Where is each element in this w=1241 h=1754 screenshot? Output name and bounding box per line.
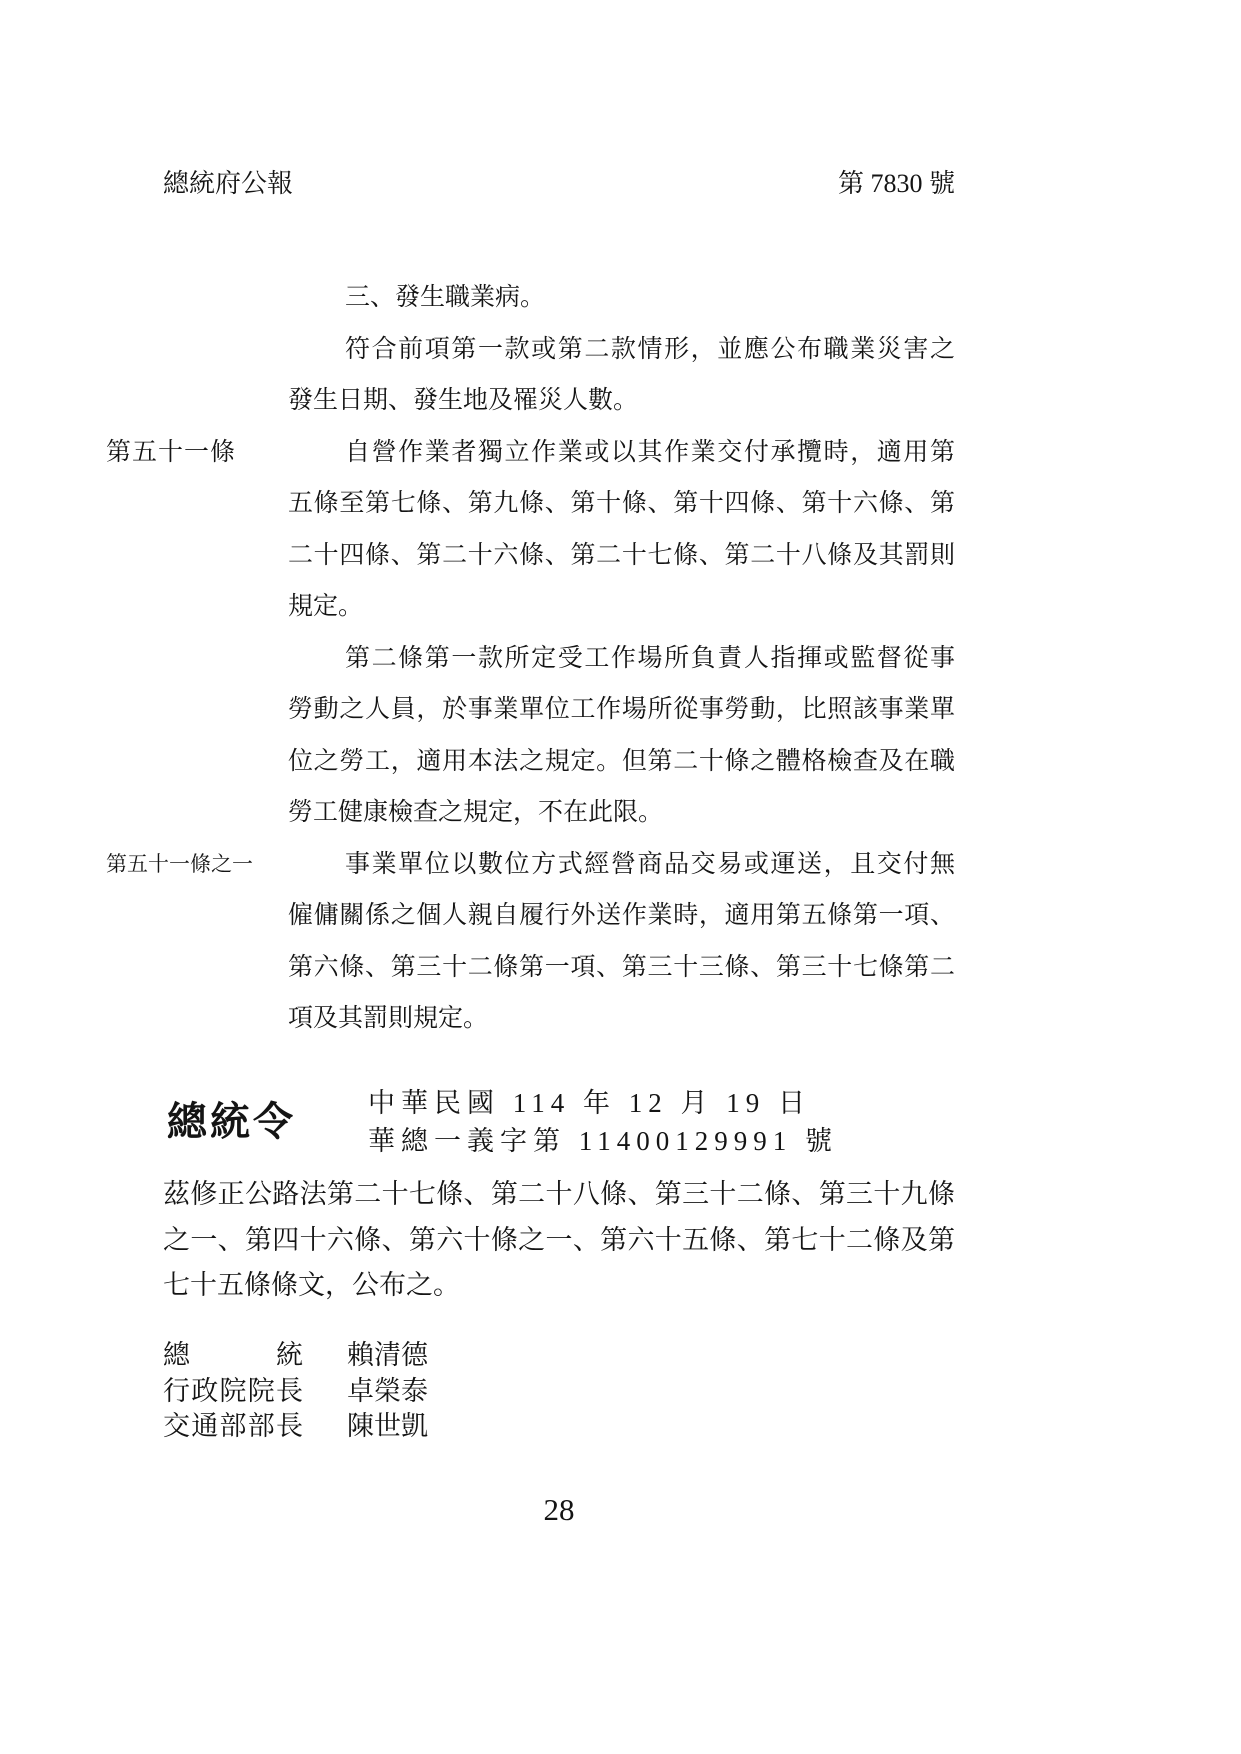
signature-title: 交通部部長 [163,1411,303,1441]
body-line: 規定。 [288,593,364,620]
body-line: 項及其罰則規定。 [288,1005,489,1032]
article-body [106,272,955,1045]
decree-line: 七十五條條文，公布之。 [163,1270,460,1300]
signature-block [163,1338,428,1445]
body-line [106,839,955,891]
gazette-title: 總統府公報 [163,169,294,198]
body-line: 符合前項第一款或第二款情形，並應公布職業災害之 [345,335,955,363]
signature-title: 總統 [163,1340,303,1370]
order-reference-line: 華總一義字第 11400129991 號 [368,1126,838,1156]
body-line: 勞工健康檢查之規定，不在此限。 [288,799,664,826]
body-line: 位之勞工，適用本法之規定。但第二十條之體格檢查及在職 [288,747,955,775]
article-number: 第五十一條之一 [106,851,253,876]
page-header [163,168,955,200]
order-date-block [368,1084,838,1160]
body-line: 僱傭關係之個人親自履行外送作業時，適用第五條第一項、 [288,902,955,929]
decree-line: 茲修正公路法第二十七條、第二十八條、第三十二條、第三十九條 [163,1179,955,1209]
signature-row [163,1374,428,1410]
signature-name: 賴清德 [347,1340,428,1370]
signature-row [163,1409,428,1445]
body-line: 第六條、第三十二條第一項、第三十三條、第三十七條第二 [288,953,955,981]
issue-number: 第 7830 號 [837,169,955,198]
signature-name: 陳世凱 [347,1411,428,1441]
body-line [106,427,955,479]
presidential-order-heading: 總統令 [167,1099,296,1144]
body-line: 二十四條、第二十六條、第二十七條、第二十八條及其罰則 [288,541,955,569]
body-line-text: 自營作業者獨立作業或以其作業交付承攬時，適用第 [345,438,955,466]
body-line-text: 事業單位以數位方式經營商品交易或運送，且交付無 [345,850,955,878]
page-number: 28 [543,1492,575,1527]
body-line: 勞動之人員，於事業單位工作場所從事勞動，比照該事業單 [288,696,955,723]
decree-paragraph [163,1172,955,1309]
body-line: 第二條第一款所定受工作場所負責人指揮或監督從事 [345,644,955,672]
decree-line: 之一、第四十六條、第六十條之一、第六十五條、第七十二條及第 [163,1224,955,1255]
article-number: 第五十一條 [106,438,237,466]
body-line: 發生日期、發生地及罹災人數。 [288,387,639,414]
signature-title: 行政院院長 [163,1375,303,1406]
order-date-line: 中華民國 114 年 12 月 19 日 [368,1088,811,1118]
body-line: 三、發生職業病。 [345,284,546,311]
signature-row [163,1338,428,1374]
body-line: 五條至第七條、第九條、第十條、第十四條、第十六條、第 [288,490,955,517]
signature-name: 卓榮泰 [347,1375,428,1406]
